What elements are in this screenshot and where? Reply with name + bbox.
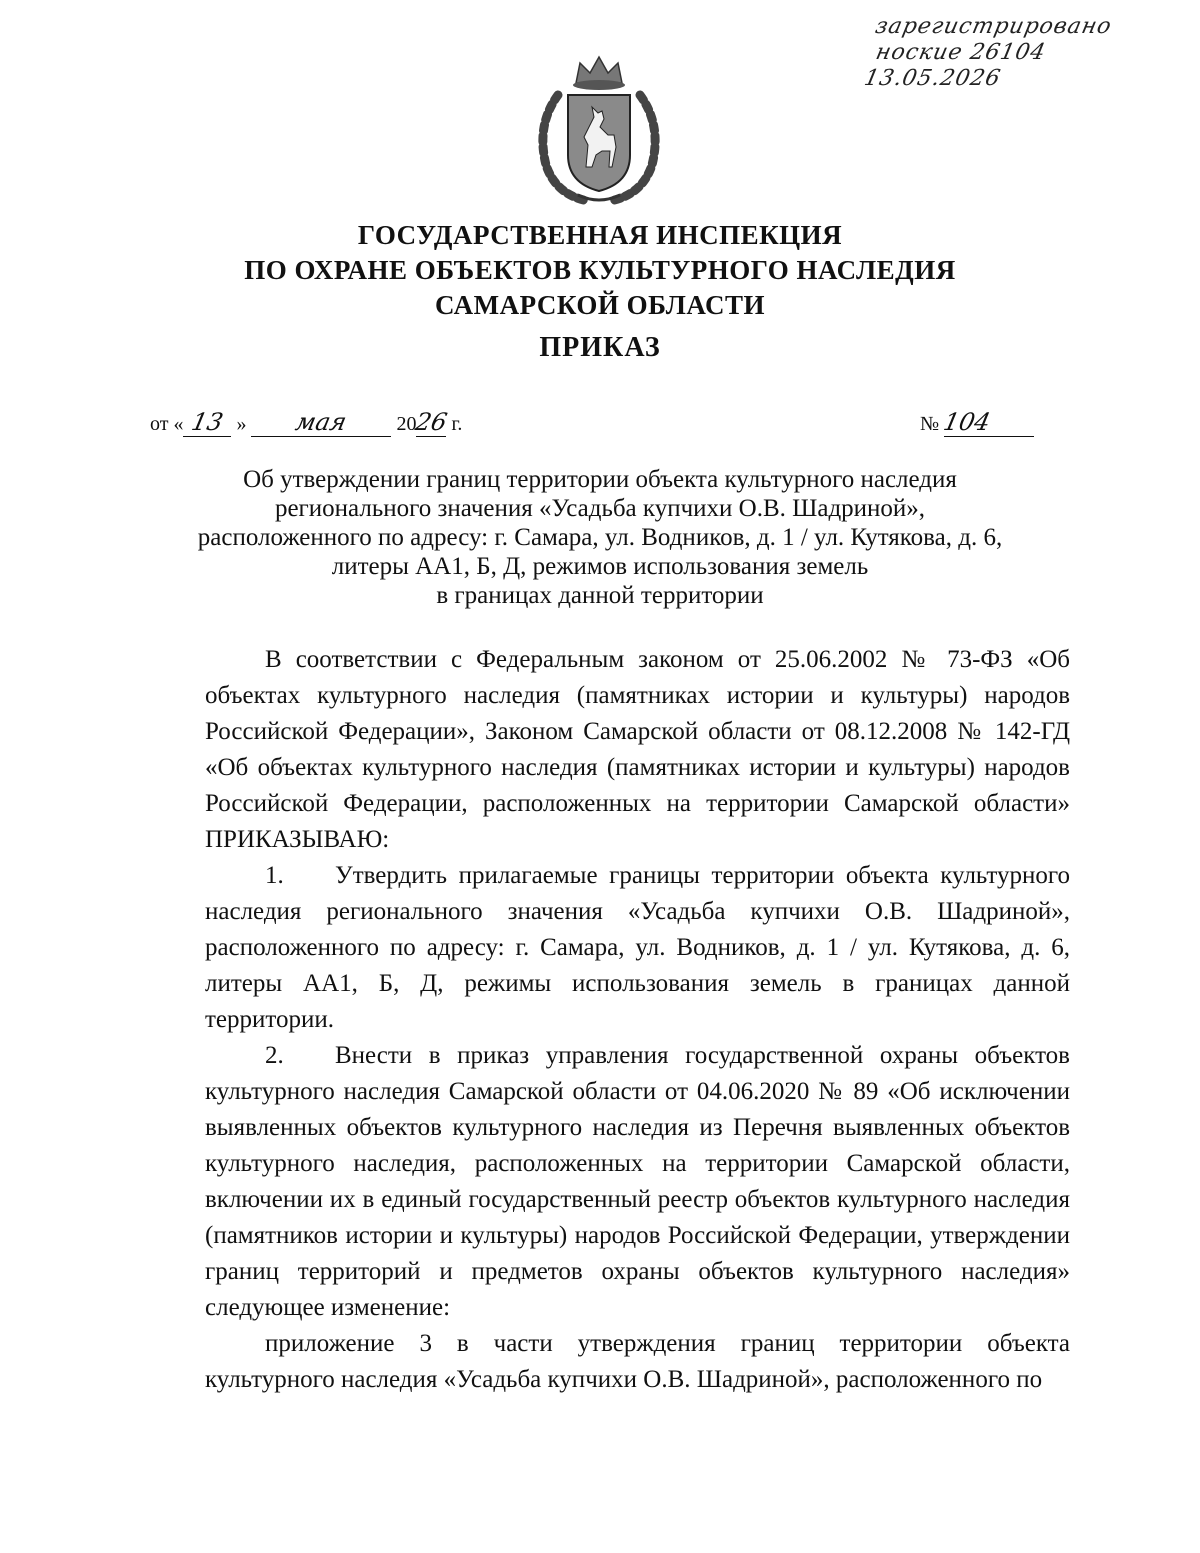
item-1-text: Утвердить прилагаемые границы территории объекта культурного наследия регионального значения «Усадьба купчихи О.В. Шадриной», расположенного по адресу: г. Самара, ул. Водников, д. 1 / ул. Кутякова, д. 6, литеры АА1, Б, Д, режимы использования земель в границах данной территории. — [205, 862, 1070, 1033]
title-line-4: литеры АА1, Б, Д, режимов использования земель — [331, 553, 869, 580]
item-2-number: 2. — [265, 1042, 284, 1069]
heading-line-2: ПО ОХРАНЕ ОБЪЕКТОВ КУЛЬТУРНОГО НАСЛЕДИЯ — [244, 255, 956, 285]
title-line-2: регионального значения «Усадьба купчихи О.В. Шадриной», — [274, 495, 926, 522]
heading-line-3: САМАРСКОЙ ОБЛАСТИ — [434, 290, 766, 320]
registration-note-line-2: ноские 26104 — [873, 40, 1049, 65]
number-prefix: № — [920, 413, 940, 435]
order-number-line — [920, 408, 1034, 437]
date-mid: » — [236, 413, 247, 435]
registration-note-line-1: зарегистрировано — [872, 14, 1115, 39]
organization-heading — [0, 218, 1200, 323]
date-prefix: от « — [150, 413, 184, 435]
registration-note-date: 13.05.2026 — [861, 66, 1004, 91]
order-title — [150, 465, 1050, 610]
closing-paragraph: приложение 3 в части утверждения границ территории объекта культурного наследия «Усадьба купчихи О.В. Шадриной», расположенного по — [205, 1330, 1070, 1393]
item-1-paragraph — [205, 858, 1070, 1038]
title-line-3: расположенного по адресу: г. Самара, ул. Водников, д. 1 / ул. Кутякова, д. 6, — [197, 524, 1003, 551]
order-number: 104 — [941, 408, 993, 436]
date-month: мая — [293, 408, 350, 436]
title-line-1: Об утверждении границ территории объекта культурного наследия — [243, 466, 957, 493]
document-type-title: ПРИКАЗ — [539, 332, 661, 363]
item-2-paragraph — [205, 1038, 1070, 1326]
date-suffix: г. — [451, 413, 463, 435]
order-date-line — [150, 408, 462, 437]
preamble-paragraph: В соответствии с Федеральным законом от 25.06.2002 № 73-ФЗ «Об объектах культурного наследия (памятниках истории и культуры) народов Российской Федерации», Законом Самарской области от 08.12.2008 № 142-ГД «Об объектах культурного наследия (памятниках истории и культуры) народов Российской Федерации, расположенных на территории Самарской области» ПРИКАЗЫВАЮ: — [205, 646, 1070, 853]
date-day: 13 — [189, 408, 226, 436]
heading-line-1: ГОСУДАРСТВЕННАЯ ИНСПЕКЦИЯ — [357, 220, 843, 250]
date-year-prefix: 20 — [396, 413, 417, 435]
item-1-number: 1. — [265, 862, 284, 889]
item-2-text: Внести в приказ управления государственной охраны объектов культурного наследия Самарской области от 04.06.2020 № 89 «Об исключении выявленных объектов культурного наследия из Перечня выявленных объектов культурного наследия, расположенных на территории Самарской области, включении их в единый государственный реестр объектов культурного наследия (памятников истории и культуры) народов Российской Федерации, утверждении границ территорий и предметов охраны объектов культурного наследия» следующее изменение: — [205, 1042, 1070, 1321]
title-line-5: в границах данной территории — [436, 582, 764, 609]
coat-of-arms-emblem — [528, 55, 670, 207]
order-body — [205, 642, 1070, 1398]
registration-handwritten-note — [862, 14, 1179, 92]
date-year-suffix: 26 — [413, 408, 451, 436]
